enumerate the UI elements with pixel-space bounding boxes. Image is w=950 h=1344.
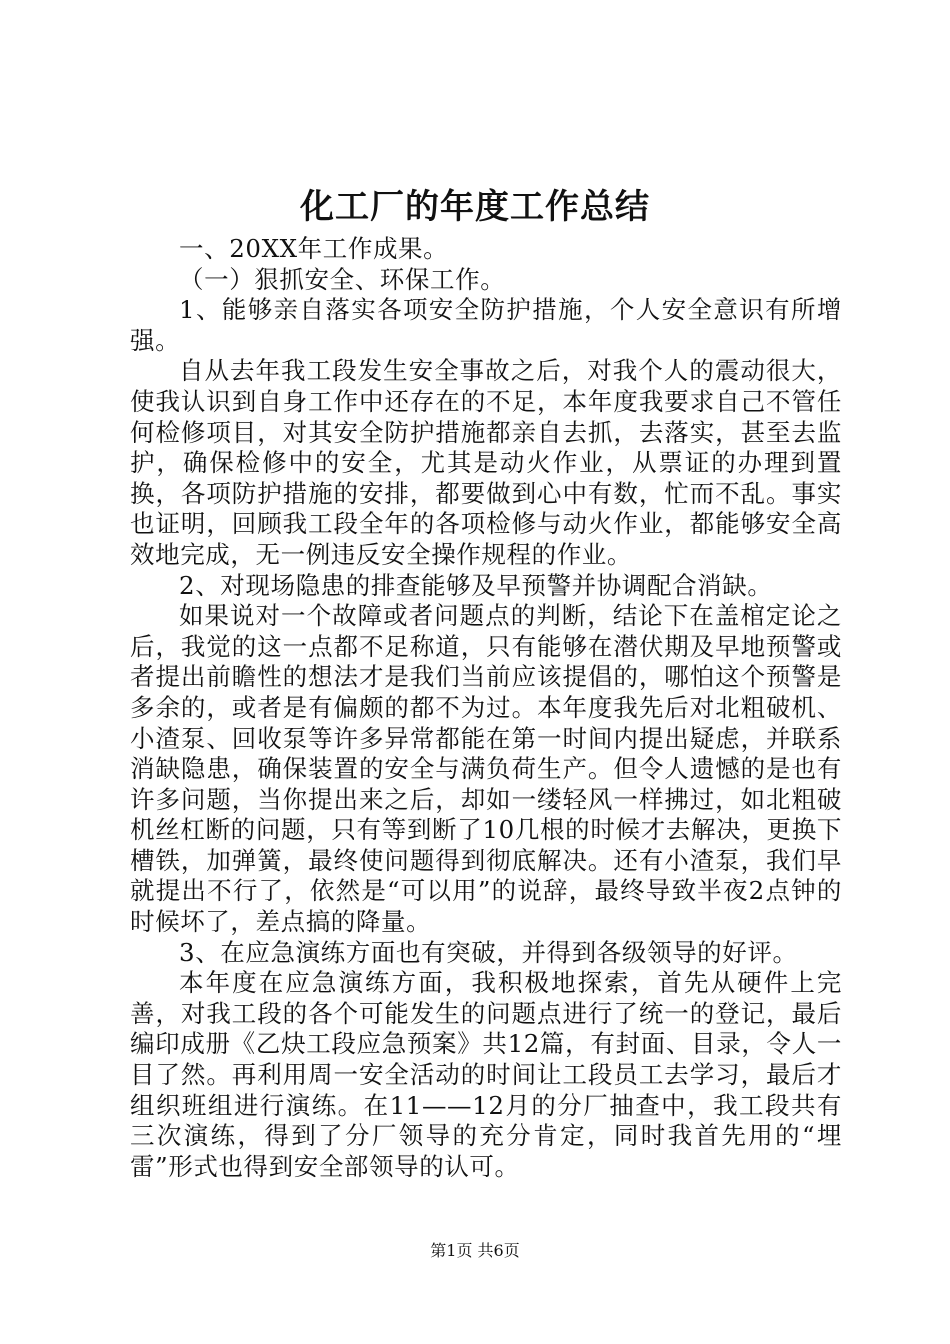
- page-footer: 第1页 共6页: [430, 1241, 520, 1260]
- body-paragraph: 自从去年我工段发生安全事故之后，对我个人的震动很大，使我认识到自身工作中还存在的不足，本年度我要求自己不管任何检修项目，对其安全防护措施都亲自去抓，去落实，甚至去监护，确保检修中的安全，尤其是动火作业，从票证的办理到置换，各项防护措施的安排，都要做到心中有数，忙而不乱。事实也证明，回顾我工段全年的各项检修与动火作业，都能够安全高效地完成，无一例违反安全操作规程的作业。: [130, 356, 842, 569]
- body-paragraph: 如果说对一个故障或者问题点的判断，结论下在盖棺定论之后，我觉的这一点都不足称道，只有能够在潜伏期及早地预警或者提出前瞻性的想法才是我们当前应该提倡的，哪怕这个预警是多余的，或者是有偏颇的都不为过。本年度我先后对北粗破机、小渣泵、回收泵等许多异常都能在第一时间内提出疑虑，并联系消缺隐患，确保装置的安全与满负荷生产。但令人遗憾的是也有许多问题，当你提出来之后，却如一缕轻风一样拂过，如北粗破机丝杠断的问题，只有等到断了10几根的时候才去解决，更换下槽铁，加弹簧，最终使问题得到彻底解决。还有小渣泵，我们早就提出不行了，依然是“可以用”的说辞，最终导致半夜2点钟的时候坏了，差点搞的降量。: [130, 601, 842, 937]
- body-paragraph: 本年度在应急演练方面，我积极地探索，首先从硬件上完善，对我工段的各个可能发生的问题点进行了统一的登记，最后编印成册《乙炔工段应急预案》共12篇，有封面、目录，令人一目了然。再利用周一安全活动的时间让工段员工去学习，最后才组织班组进行演练。在11——12月的分厂抽查中，我工段共有三次演练，得到了分厂领导的充分肯定，同时我首先用的“埋雷”形式也得到安全部领导的认可。: [130, 968, 842, 1181]
- item-heading-3: 3、在应急演练方面也有突破，并得到各级领导的好评。: [179, 937, 798, 967]
- section-heading-1: 一、20XX年工作成果。: [179, 234, 449, 263]
- document-body: [130, 234, 842, 1182]
- item-heading-2: 2、对现场隐患的排查能够及早预警并协调配合消缺。: [179, 570, 773, 600]
- document-title: 化工厂的年度工作总结: [300, 187, 650, 227]
- subsection-heading-1: （一）狠抓安全、环保工作。: [179, 264, 506, 294]
- item-heading-1: 1、能够亲自落实各项安全防护措施，个人安全意识有所增强。: [130, 295, 842, 355]
